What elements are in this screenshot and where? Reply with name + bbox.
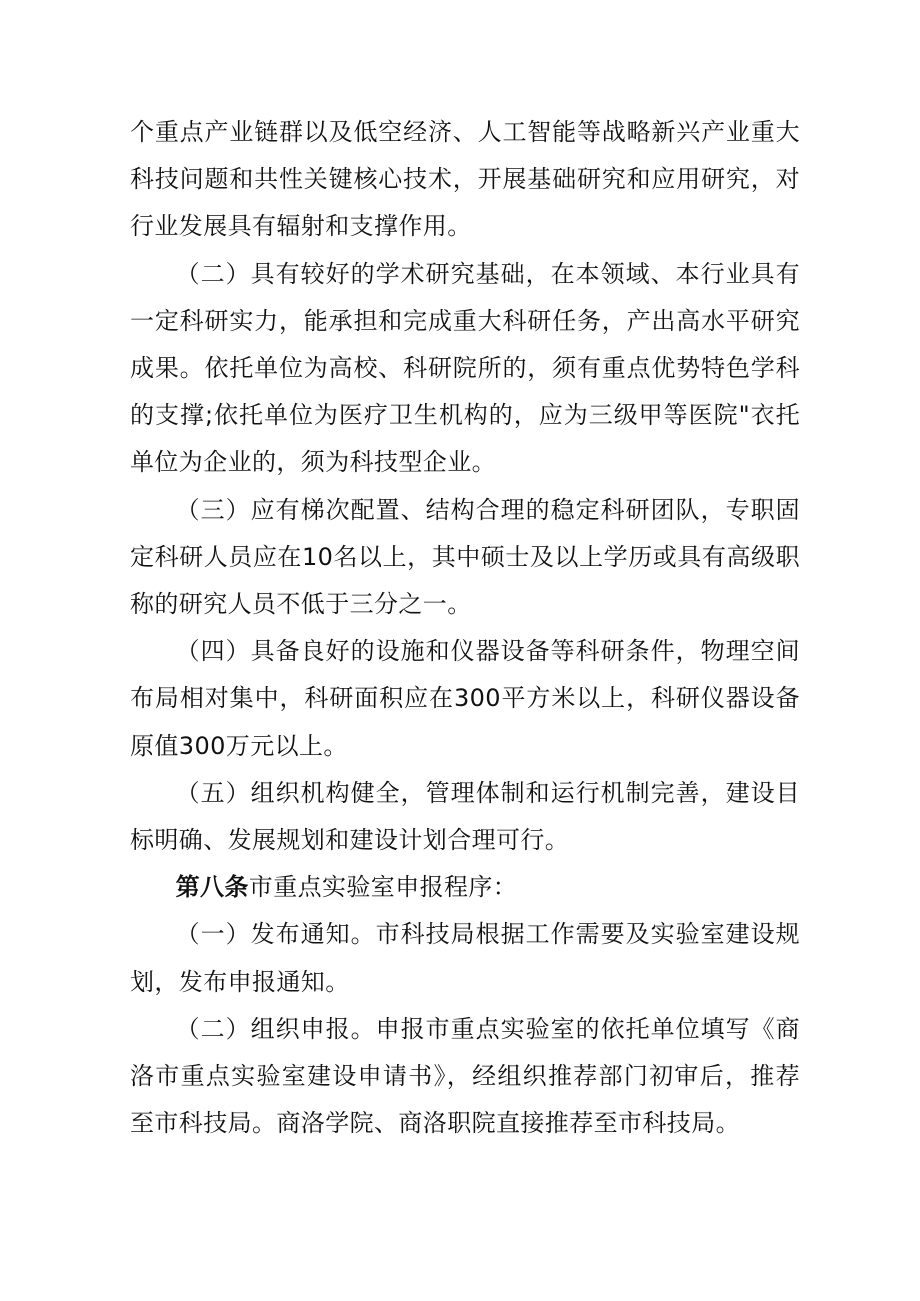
paragraph-step-1: （一）发布通知。市科技局根据工作需要及实验室建设规划，发布申报通知。 <box>130 920 800 996</box>
article-8-heading <box>130 864 800 911</box>
paragraph-item-4: （四）具备良好的设施和仪器设备等科研条件，物理空间布局相对集中，科研面积应在300平方米以上，科研仪器设备原值300万元以上。 <box>130 637 800 760</box>
paragraph-step-2: （二）组织申报。申报市重点实验室的依托单位填写《商洛市重点实验室建设申请书》，经组织推荐部门初审后，推荐至市科技局。商洛学院、商洛职院直接推荐至市科技局。 <box>130 1014 800 1138</box>
article-8-text: 市重点实验室申报程序： <box>248 873 518 902</box>
paragraph-item-2: （二）具有较好的学术研究基础，在本领域、本行业具有一定科研实力，能承担和完成重大科研任务，产出高水平研究成果。依托单位为高校、科研院所的，须有重点优势特色学科的支撑;依托单位为医疗卫生机构的，应为三级甲等医院"衣托单位为企业的，须为科技型企业。 <box>130 259 800 477</box>
document-body <box>130 109 800 1147</box>
article-label: 第八条 <box>175 873 249 902</box>
paragraph-item-3: （三）应有梯次配置、结构合理的稳定科研团队，专职固定科研人员应在10名以上，其中硕士及以上学历或具有高级职称的研究人员不低于三分之一。 <box>130 495 800 619</box>
paragraph-item-5: （五）组织机构健全，管理体制和运行机制完善，建设目标明确、发展规划和建设计划合理可行。 <box>130 778 800 855</box>
paragraph-continuation: 个重点产业链群以及低空经济、人工智能等战略新兴产业重大科技问题和共性关键核心技术，开展基础研究和应用研究，对行业发展具有辐射和支撑作用。 <box>130 118 800 241</box>
